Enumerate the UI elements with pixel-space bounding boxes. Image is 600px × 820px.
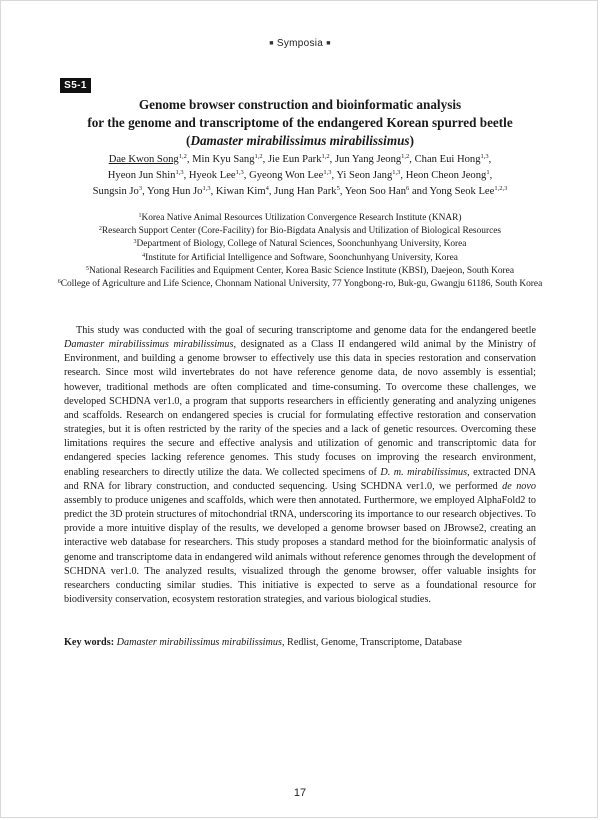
author-list bbox=[40, 152, 560, 200]
affiliation-line bbox=[40, 212, 560, 225]
author-name: Yeon Soo Han bbox=[344, 186, 407, 197]
title-paren-close: ) bbox=[409, 133, 414, 148]
session-badge: S5-1 bbox=[60, 78, 91, 93]
affiliation-text: National Research Facilities and Equipment Center, Korea Basic Science Institute (KBSI), Daejeon, South Korea bbox=[88, 265, 515, 276]
author-separator: , bbox=[210, 186, 216, 197]
title-line-2: for the genome and transcriptome of the endangered Korean spurred beetle bbox=[87, 115, 513, 130]
author-affiliation-marker: 4 bbox=[265, 185, 269, 192]
affiliation-marker: 4 bbox=[142, 252, 146, 259]
author-affiliation-marker: 6 bbox=[406, 185, 410, 192]
keywords bbox=[64, 636, 544, 650]
author-separator: , bbox=[329, 154, 335, 165]
author-name: Sungsin Jo bbox=[92, 186, 139, 197]
author-affiliation-marker: 1,2 bbox=[178, 153, 187, 160]
author-name: Min Kyu Sang bbox=[192, 154, 255, 165]
affiliation-marker: 1 bbox=[138, 213, 142, 219]
author-name: Kiwan Kim bbox=[215, 186, 266, 197]
author-name: Dae Kwon Song bbox=[108, 154, 179, 165]
affiliation-text: Research Support Center (Core-Facility) for Bio-Bigdata Analysis and Utilization of Biological Resources bbox=[101, 226, 502, 237]
author-separator: , bbox=[339, 186, 345, 197]
author-separator: , bbox=[186, 154, 193, 165]
abstract-text bbox=[64, 324, 536, 607]
author-separator: , bbox=[331, 170, 337, 181]
author-affiliation-marker: 1,2,3 bbox=[494, 185, 508, 192]
title-species: Damaster mirabilissimus mirabilissimus bbox=[190, 133, 410, 148]
author-affiliation-marker: 1,2 bbox=[321, 153, 330, 160]
author-affiliation-marker: 3 bbox=[138, 185, 143, 192]
affiliation-list bbox=[40, 212, 560, 291]
affiliation-marker: 5 bbox=[85, 265, 89, 272]
author-name: Yong Hun Jo bbox=[147, 186, 203, 197]
author-affiliation-marker: 1,3 bbox=[235, 169, 244, 176]
author-affiliation-marker: 1,3 bbox=[175, 169, 184, 176]
author-separator: , bbox=[183, 170, 189, 181]
author-name: Jung Han Park bbox=[274, 186, 337, 197]
author-name: Yong Seok Lee bbox=[429, 186, 495, 197]
author-name: Hyeon Jun Shin bbox=[107, 170, 176, 181]
author-name: Gyeong Won Lee bbox=[249, 170, 324, 181]
author-separator: , bbox=[142, 186, 148, 197]
abstract-italic-segment: D. m. mirabilissimus bbox=[380, 466, 468, 478]
abstract-segment: , extracted DNA and RNA for library construction, and conducted sequencing. Using SCHDNA ver1.0, we performed bbox=[64, 466, 536, 492]
affiliation-text: College of Agriculture and Life Science, Chonnam National University, 77 Yongbong-ro, Buk-gu, Gwangju 61186, South Korea bbox=[60, 279, 543, 290]
affiliation-marker: 6 bbox=[57, 279, 61, 286]
abstract-segment: assembly to produce unigenes and scaffolds, which were then annotated. Furthermore, we employed AlphaFold2 to predict the 3D protein structures of mitochondrial tRNA, underscoring its importance to our research objectives. To provide a more intuitive display of the results, we developed a genome browser based on JBrowse2, creating an interactive web database for researchers. This study proposes a standard method for the bioinformatic analysis of genome and transcriptome data in endangered wild animals without reference genomes through the development of SCHDNA ver1.0. The analyzed results, visualized through the genome browser, offer valuable insights for researchers conducting similar studies. This initiative is expected to serve as a foundational resource for biodiversity conservation, ecosystem restoration strategies, and various biological studies. bbox=[64, 494, 536, 605]
affiliation-line bbox=[40, 252, 560, 265]
affiliation-marker: 2 bbox=[98, 226, 102, 233]
author-name: Hyeok Lee bbox=[188, 170, 236, 181]
title-line-1: Genome browser construction and bioinformatic analysis bbox=[138, 97, 462, 112]
author-affiliation-marker: 1,3 bbox=[323, 169, 332, 176]
author-separator: , bbox=[400, 170, 406, 181]
affiliation-text: Institute for Artificial Intelligence and Software, Soonchunhyang University, Korea bbox=[145, 252, 458, 263]
author-separator: , bbox=[268, 186, 275, 197]
keywords-label: Key words: bbox=[64, 637, 115, 648]
affiliation-line bbox=[40, 225, 560, 238]
title-paren-open: ( bbox=[186, 133, 191, 148]
affiliation-line bbox=[40, 238, 560, 251]
author-name: Heon Cheon Jeong bbox=[405, 170, 487, 181]
author-name: Chan Eui Hong bbox=[414, 154, 481, 165]
affiliation-marker: 3 bbox=[133, 239, 137, 246]
author-affiliation-marker: 1 bbox=[486, 169, 490, 176]
author-affiliation-marker: 1,2 bbox=[254, 153, 263, 160]
paper-title bbox=[40, 96, 560, 150]
author-name: Jun Yang Jeong bbox=[334, 154, 402, 165]
abstract-segment: This study was conducted with the goal of securing transcriptome and genome data for the endangered beetle bbox=[76, 325, 536, 336]
author-separator: , bbox=[243, 170, 250, 181]
abstract-segment: , designated as a Class II endangered wild animal by the Ministry of Environment, and building a genome browser to effectively use this data in species restoration and conservation research. Since most wild invertebrates do not have reference genome data, de novo assembly is essential; however, traditional methods are often complicated and time-consuming. To overcome these challenges, we developed SCHDNA ver1.0, a program that supports researchers in efficiently generating and analyzing unigenes and scaffolds. Research on endangered species is crucial for formulating effective restoration and conservation strategies, but it is often restricted by the rarity of the species and a lack of genetic resources. Overcoming these limitations requires the secure and effective analysis and utilization of genomic and transcriptomic data for endangered species lacking reference genomes. This study focuses on improving the research environment, enabling researchers to directly utilize the data. We collected specimens of bbox=[64, 339, 536, 478]
affiliation-text: Korea Native Animal Resources Utilization Convergence Research Institute (KNAR) bbox=[141, 213, 462, 223]
author-name: Jie Eun Park bbox=[267, 154, 322, 165]
affiliation-line bbox=[40, 265, 560, 278]
author-affiliation-marker: 1,3 bbox=[392, 169, 401, 176]
header-square-left-icon: ■ bbox=[269, 40, 274, 47]
author-separator: , bbox=[489, 170, 493, 181]
affiliation-text: Department of Biology, College of Natural Sciences, Soonchunhyang University, Korea bbox=[136, 239, 467, 250]
author-affiliation-marker: 1,3 bbox=[480, 153, 489, 160]
keywords-species: Damaster mirabilissimus mirabilissimus bbox=[116, 637, 282, 648]
author-separator: , bbox=[488, 154, 492, 165]
abstract-italic-segment: de novo bbox=[502, 480, 537, 492]
author-affiliation-marker: 1,3 bbox=[202, 185, 211, 192]
title-line-3 bbox=[40, 132, 560, 150]
abstract-italic-segment: Damaster mirabilissimus mirabilissimus bbox=[64, 339, 234, 351]
affiliation-line bbox=[40, 278, 560, 291]
header-square-right-icon: ■ bbox=[326, 40, 331, 47]
author-separator: and bbox=[409, 186, 430, 197]
author-affiliation-marker: 5 bbox=[336, 185, 340, 192]
author-separator: , bbox=[409, 154, 415, 165]
header-label: Symposia bbox=[276, 38, 324, 49]
author-separator: , bbox=[262, 154, 268, 165]
running-header bbox=[0, 38, 600, 49]
page-number: 17 bbox=[293, 787, 307, 799]
author-name: Yi Seon Jang bbox=[336, 170, 393, 181]
keywords-rest: , Redlist, Genome, Transcriptome, Database bbox=[281, 637, 462, 648]
author-affiliation-marker: 1,2 bbox=[401, 153, 410, 160]
